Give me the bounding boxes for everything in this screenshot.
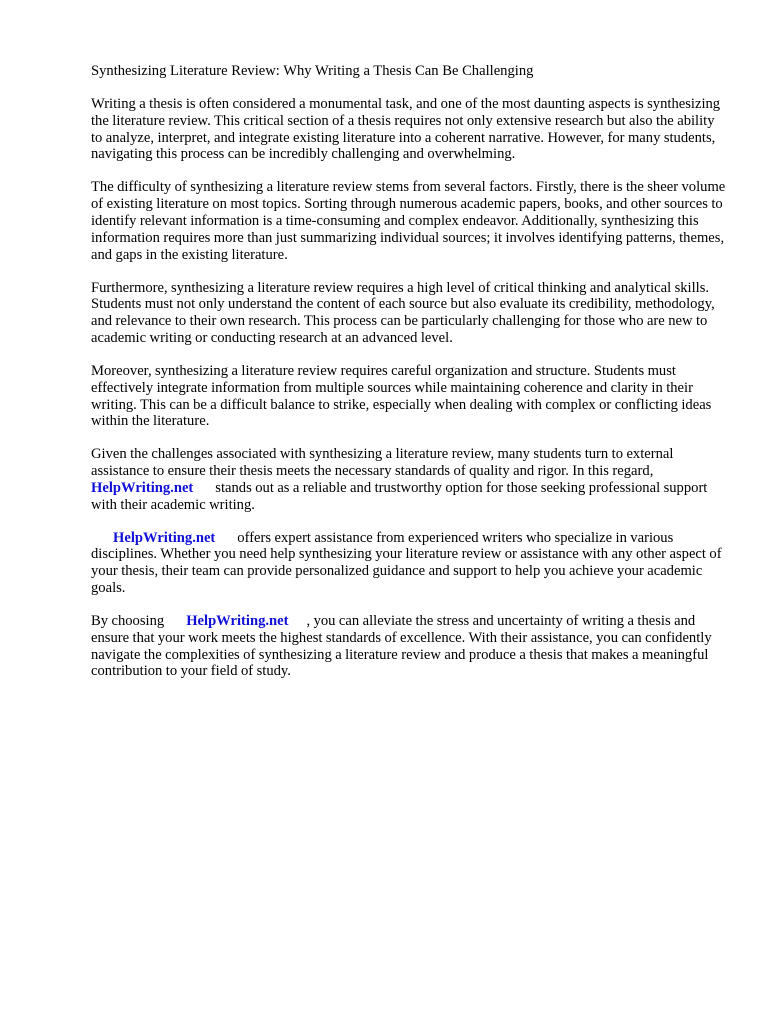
paragraph-offers: [91, 530, 728, 597]
paragraph-difficulty: The difficulty of synthesizing a literature review stems from several factors. Firstly, there is the sheer volume of existing literature on most topics. Sorting through numerous academic papers, books, and other sources to identify relevant information is a time-consuming and complex endeavor. Additionally, synthesizing this information requires more than just summarizing individual sources; it involves identifying patterns, themes, and gaps in the existing literature.: [91, 179, 726, 263]
helpwriting-link-2[interactable]: HelpWriting.net: [113, 529, 216, 546]
paragraph-intro: Writing a thesis is often considered a monumental task, and one of the most daunting aspects is synthesizing the literature review. This critical section of a thesis requires not only extensive research but also the ability to analyze, interpret, and integrate existing literature into a coherent narrative. However, for many students, navigating this process can be incredibly challenging and overwhelming.: [91, 96, 721, 163]
paragraph-choosing-text-after: , you can alleviate the stress and uncertainty of writing a thesis and ensure that your work meets the highest standards of excellence. With their assistance, you can confidently navigate the complexities of synthesizing a literature review and produce a thesis that makes a meaningful contribution to your field of study.: [91, 613, 712, 680]
document-title: Synthesizing Literature Review: Why Writing a Thesis Can Be Challenging: [91, 63, 534, 79]
paragraph-critical-thinking: Furthermore, synthesizing a literature review requires a high level of critical thinking and analytical skills. Students must not only understand the content of each source but also evaluate its credibility, methodology, and relevance to their own research. This process can be particularly challenging for those who are new to academic writing or conducting research at an advanced level.: [91, 279, 715, 346]
paragraph-assistance: [91, 446, 728, 513]
paragraph-choosing-text-before: By choosing: [91, 613, 165, 630]
paragraph-assistance-text-before: Given the challenges associated with synthesizing a literature review, many students turn to external assistance to ensure their thesis meets the necessary standards of quality and rigor. In this regard,: [91, 446, 674, 480]
helpwriting-link-3[interactable]: HelpWriting.net: [186, 613, 289, 630]
paragraph-assistance-text-after: stands out as a reliable and trustworthy option for those seeking professional support with their academic writing.: [91, 479, 708, 513]
paragraph-organization: Moreover, synthesizing a literature review requires careful organization and structure. Students must effectively integrate information from multiple sources while maintaining coherence and clarity in their writing. This can be a difficult balance to strike, especially when dealing with complex or conflicting ideas within the literature.: [91, 362, 712, 430]
paragraph-choosing: [91, 613, 728, 680]
helpwriting-link-1[interactable]: HelpWriting.net: [91, 479, 194, 496]
paragraph-offers-text: offers expert assistance from experienced writers who specialize in various disciplines. Whether you need help synthesizing your literature review or assistance with any other aspect of your thesis, their team can provide personalized guidance and support to help you achieve your academic goals.: [91, 529, 722, 597]
